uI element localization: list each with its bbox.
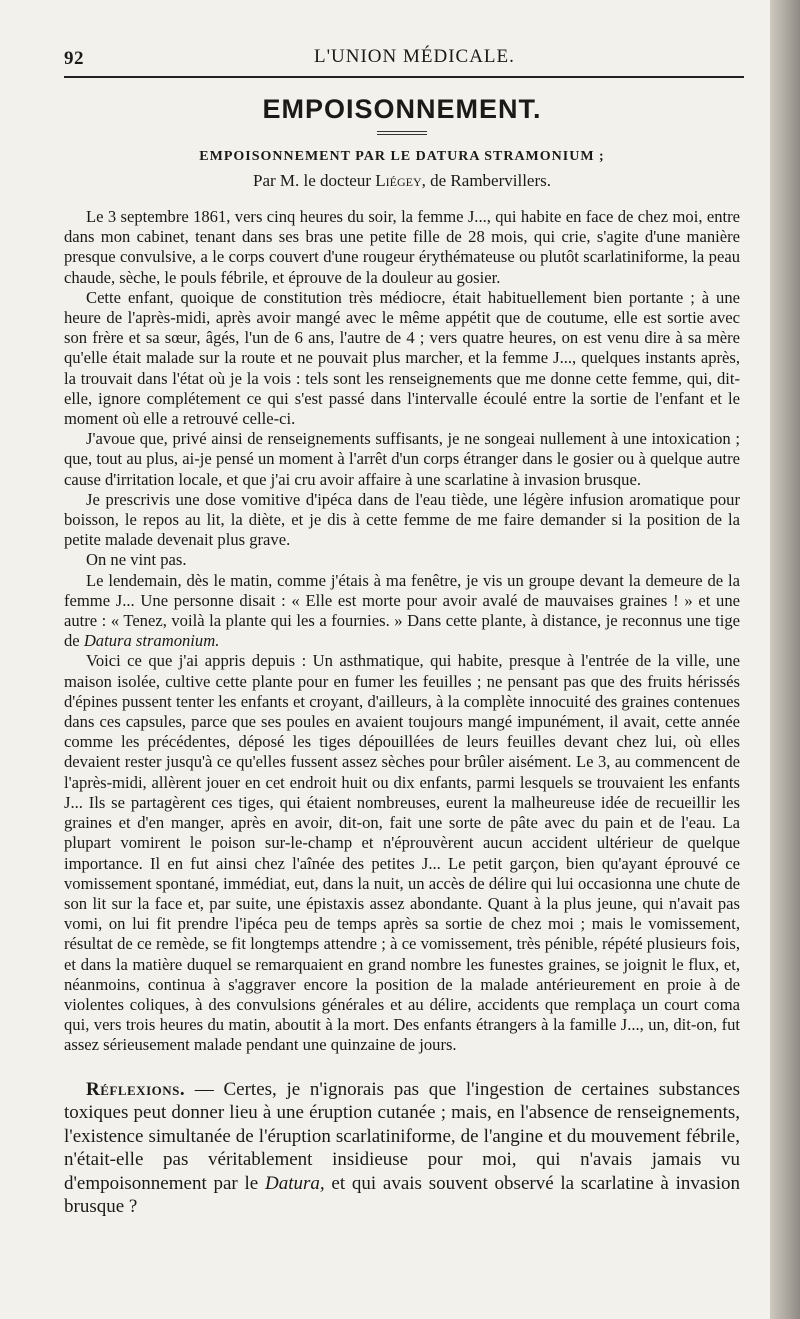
paragraph-6-text: Le lendemain, dès le matin, comme j'étais à ma fenêtre, je vis un groupe devant la demeure de la femme J... Une personne disait : « Elle est morte pour avoir avalé de mauvaises graines ! » et une autre : « Tenez, voilà la plante qui les a fournies. » Dans cette plante, à distance, je reconnus une tige de — [64, 570, 740, 651]
paragraph-1: Le 3 septembre 1861, vers cinq heures du soir, la femme J..., qui habite en face de chez moi, entre dans mon cabinet, tenant dans ses bras une petite fille de 28 mois, qui crie, s'agite d'une manière presque convulsive, a le corps couvert d'une rougeur érythémateuse ou plutôt scarlatiniforme, la peau chaude, sèche, le pouls fébrile, et éprouve de la douleur au gosier. — [64, 207, 740, 287]
paragraph-2: Cette enfant, quoique de constitution très médiocre, était habituellement bien portante ; à une heure de l'après-midi, après avoir mangé avec le même appétit que de coutume, elle est sortie avec son frère et sa sœur, âgés, l'un de 6 ans, l'autre de 4 ; vers quatre heures, on est venu dire à sa mère qu'elle était malade sur la route et ne pouvait plus marcher, et la femme J..., quelques instants après, la trouvait dans l'état où je la vois : tels sont les renseignements que me donne cette femme, qui, dit-elle, ignore complétement ce qui s'est passé dans l'intervalle écoulé entre la sortie de l'enfant et le moment où elle a retrouvé celle-ci. — [64, 287, 740, 429]
reflexions-text-b: et qui avais souvent observé la scarlatine à invasion brusque ? — [64, 1172, 740, 1218]
byline — [64, 171, 740, 191]
article-title: EMPOISONNEMENT PAR LE DATURA STRAMONIUM ; — [199, 149, 605, 164]
byline-prefix: Par M. le docteur — [252, 171, 376, 190]
paragraph-5: On ne vint pas. — [86, 550, 187, 570]
page-edge — [770, 0, 800, 1319]
page-header — [64, 40, 740, 76]
paragraph-3: J'avoue que, privé ainsi de renseignements suffisants, je ne songeai nullement à une intoxication ; que, tout au plus, ai-je pensé un moment à l'arrêt d'un corps étranger dans le gosier ou à quelque autre cause d'irritation locale, et que j'ai cru avoir affaire à une scarlatine à invasion brusque. — [64, 429, 740, 489]
paragraph-4: Je prescrivis une dose vomitive d'ipéca dans de l'eau tiède, une légère infusion aromatique pour boisson, le repos au lit, la diète, et je dis à cette femme de me faire demander si la position de la petite malade devenait plus grave. — [64, 489, 740, 550]
reflexions-italic: Datura, — [264, 1172, 325, 1194]
page-number: 92 — [64, 48, 84, 69]
header-rule — [64, 76, 744, 78]
plant-name: Datura stramonium. — [83, 631, 220, 651]
running-head: L'UNION MÉDICALE. — [314, 46, 515, 67]
reflexions-paragraph — [64, 1078, 740, 1219]
author-name: Liégey — [375, 171, 422, 190]
byline-suffix: , de Rambervillers. — [421, 171, 551, 190]
section-rule — [377, 131, 427, 135]
paragraph-7: Voici ce que j'ai appris depuis : Un asthmatique, qui habite, presque à l'entrée de la ville, une maison isolée, cultive cette plante pour en fumer les feuilles ; ne pensant pas que des fruits hérissés d'épines pussent tenter les enfants et croyant, d'ailleurs, à la complète innocuité des graines contenues dans ces capsules, parce que ses poules en avaient toujours mangé impunément, il avait, cette année comme les précédentes, déposé les tiges dépouillées de leurs feuilles devant chez lui, où elles devaient rester jusqu'à ce qu'elles fussent assez sèches pour brûler aisément. Le 3, au commencent de l'après-midi, allèrent jouer en cet endroit huit ou dix enfants, parmi lesquels se trouvaient les enfants J... Ils se partagèrent ces tiges, qui étaient nombreuses, eurent la malheureuse idée de recueillir les graines et d'en manger, après en avoir, dit-on, fait une sorte de pâte avec du pain et de l'eau. La plupart vomirent le poison sur-le-champ et n'éprouvèrent aucun accident ultérieur de quelque importance. Il en fut ainsi chez l'aînée des petites J... Le petit garçon, bien qu'ayant éprouvé ce vomissement spontané, immédiat, eut, dans la nuit, un accès de délire qui lui occasionna une chute de son lit sur la face et, par suite, une épistaxis assez abondante. Quant à la plus jeune, qui n'avait pas vomi, on lui fit prendre l'ipéca peu de temps après sa sortie de chez moi ; mais le vomissement, résultat de ce remède, se fit longtemps attendre ; à ce vomissement, très pénible, répété plusieurs fois, et dans la matière duquel se remarquaient en grand nombre les funestes graines, se joignit le flux, et, néanmoins, continua à s'aggraver encore la position de la malade antérieurement en proie à de violentes coliques, à des convulsions générales et au délire, accidents que remplaça un court coma qui, vers trois heures du matin, aboutit à la mort. Des enfants étrangers à la famille J..., un, dit-on, fut assez sérieusement malade pendant une quinzaine de jours. — [64, 651, 740, 1055]
paragraph-6 — [64, 571, 740, 652]
section-heading: EMPOISONNEMENT. — [262, 94, 542, 124]
reflexions-label: Réflexions. — [86, 1078, 186, 1100]
reflexions-text-a: — Certes, je n'ignorais pas que l'ingestion de certaines substances toxiques peut donner lieu à une éruption cutanée ; mais, en l'absence de renseignements, l'existence simultanée de l'éruption scarlatiniforme, de l'angine et du mouvement fébrile, n'était-elle pas véritablement insidieuse pour moi, qui n'avais jamais vu d'empoisonnement par le — [64, 1078, 740, 1194]
